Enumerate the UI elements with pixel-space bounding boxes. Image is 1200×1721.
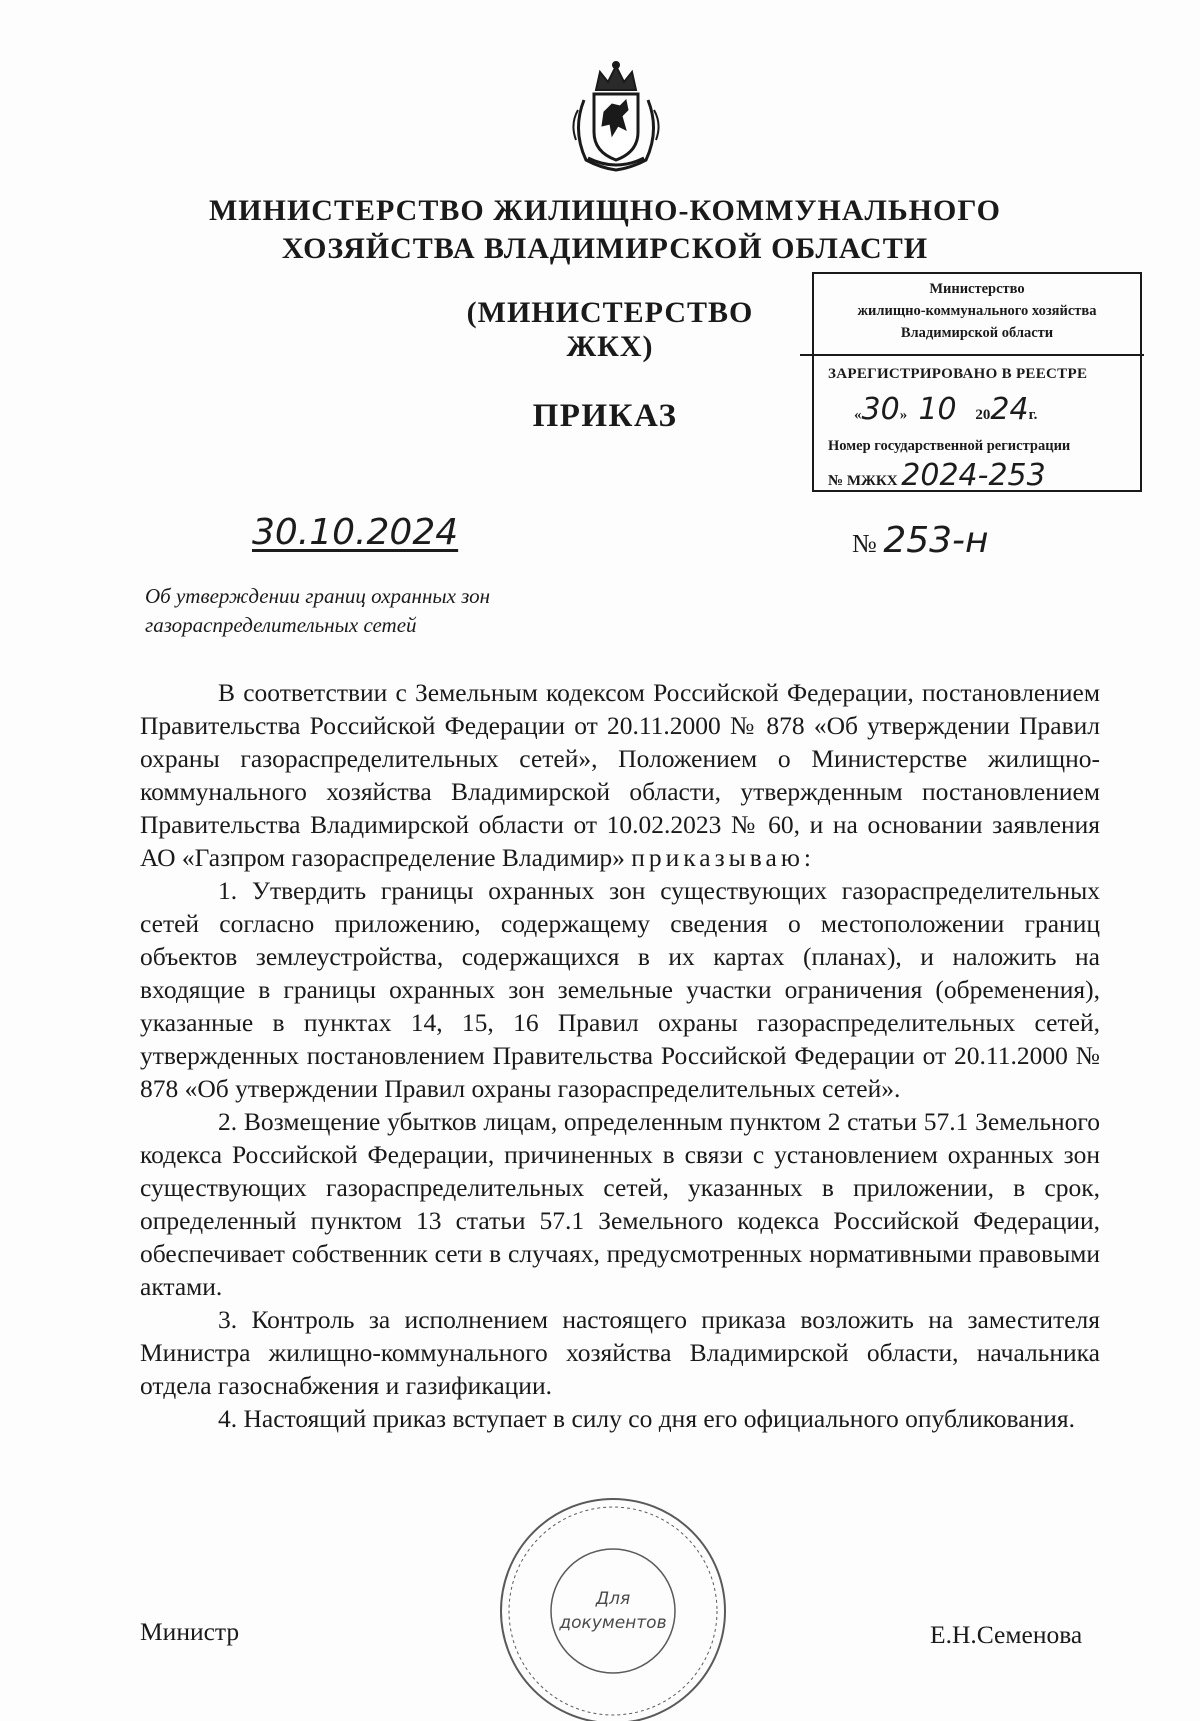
signature-name: Е.Н.Семенова [930, 1620, 1083, 1649]
order-subject [145, 582, 625, 640]
stamp-org-line3: Владимирской области [900, 325, 1054, 341]
stamp-number-value: 2024-253 [901, 458, 1046, 493]
preamble-paragraph [140, 676, 1100, 874]
round-seal-text-line1: Для [595, 1589, 631, 1609]
stamp-registration-number [828, 458, 1046, 493]
item-4-paragraph: 4. Настоящий приказ вступает в силу со дня его официального опубликования. [218, 1404, 1075, 1433]
order-number-sign: № [852, 529, 877, 558]
item-2-paragraph: 2. Возмещение убытков лицам, определенным пунктом 2 статьи 57.1 Земельного кодекса Российской Федерации, причиненных в связи с установлением охранных зон существующих газораспределительных сетей, указанных в приложении, в срок, определенный пунктом 13 статьи 57.1 Земельного кодекса Российской Федерации, обеспечивает собственник сети в случаях, предусмотренных нормативными правовыми актами. [140, 1107, 1100, 1301]
subject-line2: газораспределительных сетей [145, 613, 417, 637]
item-3-paragraph: 3. Контроль за исполнением настоящего приказа возложить на заместителя Министра жилищно-коммунального хозяйства Владимирской области, начальника отдела газоснабжения и газификации. [140, 1305, 1100, 1400]
subject-line1: Об утверждении границ охранных зон [145, 584, 491, 608]
stamp-date-year-suffix: 24 [990, 392, 1029, 427]
stamp-registration-date [854, 392, 1037, 427]
stamp-date-day: 30 [861, 392, 900, 427]
round-seal [488, 1486, 738, 1721]
stamp-date-year-prefix: 20 [975, 407, 991, 423]
order-date: 30.10.2024 [252, 512, 459, 553]
preamble-text: В соответствии с Земельным кодексом Российской Федерации, постановлением Правительства Российской Федерации от 20.11.2000 № 878 «Об утверждении Правил охраны газораспределительных сетей», Положением о Министерстве жилищно-коммунального хозяйства Владимирской области, утвержденным постановлением Правительства Владимирской области от 10.02.2023 № 60, и на основании заявления АО «Газпром газораспределение Владимир» [140, 678, 1100, 872]
stamp-date-year-unit: г. [1028, 407, 1038, 423]
stamp-divider [800, 354, 1144, 356]
registration-stamp [812, 272, 1142, 492]
stamp-organization [814, 274, 1140, 352]
order-number [852, 520, 989, 561]
stamp-date-open-quote: « [854, 407, 862, 423]
order-number-value: 253-н [883, 520, 989, 561]
document-type: ПРИКАЗ [532, 398, 678, 434]
ministry-short-name: (МИНИСТЕРСТВО ЖКХ) [466, 296, 754, 363]
stamp-number-prefix: № МЖКХ [828, 473, 898, 489]
ministry-title [200, 192, 1010, 268]
ministry-title-line1: МИНИСТЕРСТВО ЖИЛИЩНО-КОММУНАЛЬНОГО [208, 194, 1002, 227]
ministry-title-line2: ХОЗЯЙСТВА ВЛАДИМИРСКОЙ ОБЛАСТИ [281, 232, 929, 265]
signature-role: Министр [140, 1617, 240, 1646]
order-word: приказываю: [631, 843, 815, 872]
stamp-date-close-quote: » [899, 407, 908, 423]
stamp-org-line1: Министерство [929, 281, 1025, 297]
item-1-paragraph: 1. Утвердить границы охранных зон существующих газораспределительных сетей согласно приложению, содержащему сведения о местоположении границ объектов землеустройства, содержащихся в их картах (планах), и наложить на входящие в границы охранных зон земельные участки ограничения (обременения), указанные в пунктах 14, 15, 16 Правил охраны газораспределительных сетей, утвержденных постановлением Правительства Российской Федерации от 20.11.2000 № 878 «Об утверждении Правил охраны газораспределительных сетей». [140, 876, 1100, 1103]
stamp-registered-label: ЗАРЕГИСТРИРОВАНО В РЕЕСТРЕ [828, 366, 1088, 382]
round-seal-text-line2: документов [559, 1613, 667, 1633]
stamp-date-month: 10 [918, 392, 957, 427]
stamp-number-label: Номер государственной регистрации [828, 438, 1071, 454]
stamp-org-line2: жилищно-коммунального хозяйства [857, 303, 1097, 319]
order-body [140, 676, 1100, 1435]
vladimir-oblast-coat-of-arms-icon [566, 60, 666, 172]
